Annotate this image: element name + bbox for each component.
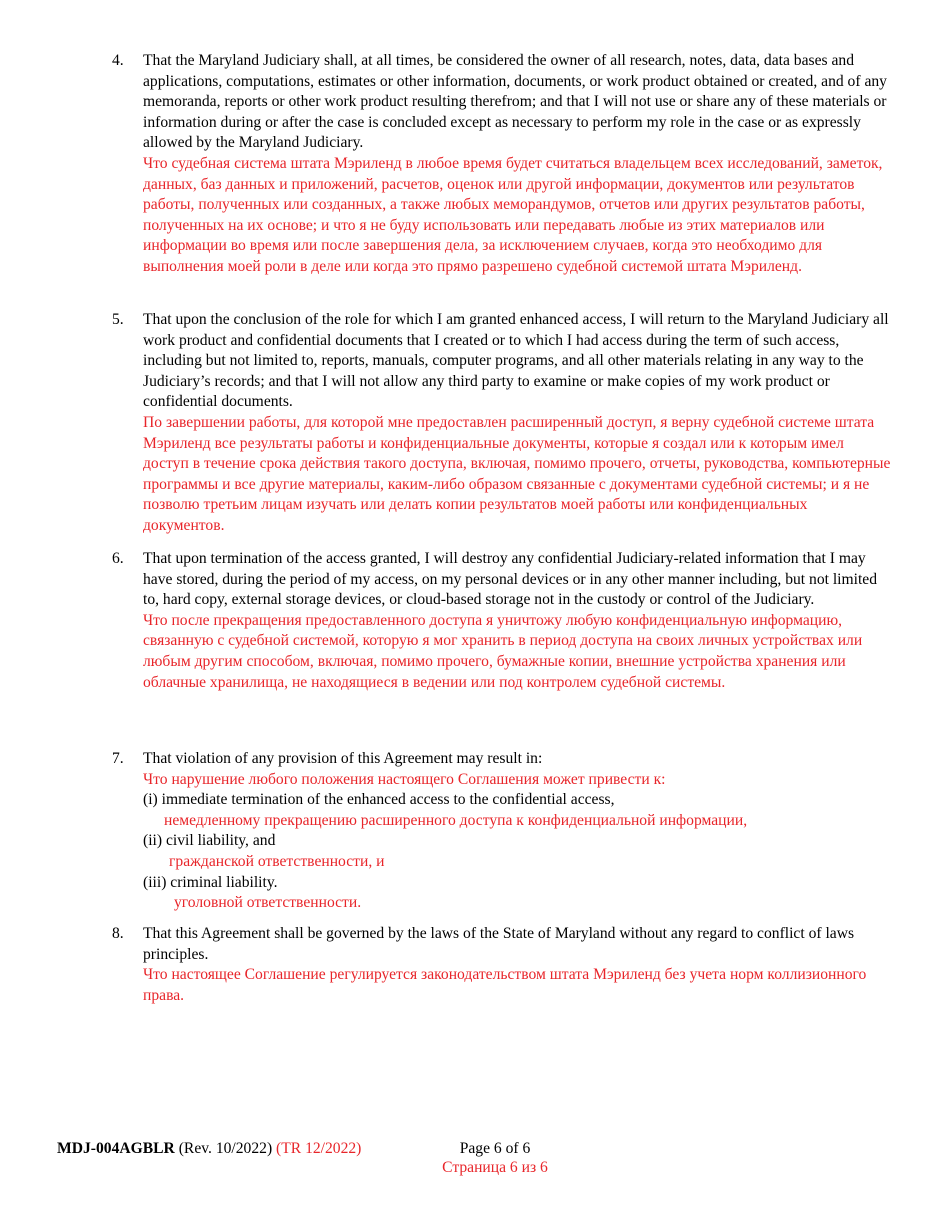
clause-text-en: That violation of any provision of this Agreement may result in: (143, 750, 543, 767)
clause-text-en: That upon the conclusion of the role for which I am granted enhanced access, I will return to the Maryland Judiciary all work product and confidential documents that I created or to which I had access during the term of such access, including but not limited to, reports, manuals, computer programs, and all other materials relating in any way to the Judiciary’s records; and that I will not allow any third party to examine or make copies of my work product or confidential documents. (143, 311, 889, 411)
sub-item-ru: уголовной ответственности. (174, 894, 362, 912)
form-identifier (57, 1139, 361, 1160)
clause-number: 7. (112, 750, 124, 767)
form-id: MDJ-004AGBLR (57, 1140, 175, 1157)
sub-item-en: (iii) criminal liability. (143, 873, 278, 891)
page-number-en: Page 6 of 6 (459, 1140, 531, 1157)
translation-revision: (TR 12/2022) (276, 1140, 362, 1157)
clause-number: 8. (112, 925, 124, 942)
clause-text-ru: Что после прекращения предоставленного доступа я уничтожу любую конфиденциальную информацию, связанную с судебной системой, которую я мог хранить в период доступа на своих личных устройствах или любым другим способом, включая, помимо прочего, бумажные копии, внешние устройства хранения или облачные хранилища, не находящиеся в ведении или под контролем судебной системы. (143, 611, 863, 691)
clause-6 (112, 549, 892, 693)
clause-text-en: That upon termination of the access granted, I will destroy any confidential Judiciary-related information that I may have stored, during the period of my access, on my personal devices or in any other manner including, but not limited to, hard copy, external storage devices, or cloud-based storage not in the custody or control of the Judiciary. (143, 550, 878, 609)
sub-item-ru: гражданской ответственности, и (169, 852, 385, 870)
clause-4 (112, 51, 892, 278)
clause-number: 4. (112, 52, 124, 69)
clause-7 (112, 749, 892, 914)
clause-number: 6. (112, 550, 124, 567)
form-revision: (Rev. 10/2022) (178, 1140, 273, 1157)
clause-text-ru: Что настоящее Соглашение регулируется законодательством штата Мэриленд без учета норм коллизионного права. (143, 966, 867, 1004)
clause-text-ru: По завершении работы, для которой мне предоставлен расширенный доступ, я верну судебной системе штата Мэриленд все результаты работы и конфиденциальные документы, которые я создал или к которым имел доступ в течение срока действия такого доступа, включая, помимо прочего, отчеты, руководства, компьютерные программы и все другие материалы, каким-либо образом связанные с документами судебной системы; и я не позволю третьим лицам изучать или делать копии результатов моей работы или конфиденциальных документов. (143, 413, 891, 534)
clause-text-ru: Что судебная система штата Мэриленд в любое время будет считаться владельцем всех исследований, заметок, данных, баз данных и приложений, расчетов, оценок или другой информации, документов или результатов работы, полученных или созданных, а также любых меморандумов, отчетов или других результатов работы, полученных на их основе; и что я не буду использовать или передавать любые из этих материалов или информации во время или после завершения дела, за исключением случаев, когда это необходимо для выполнения моей роли в деле или когда это прямо разрешено судебной системой штата Мэриленд. (143, 154, 883, 275)
clause-text-ru: Что нарушение любого положения настоящего Соглашения может привести к: (143, 770, 666, 788)
clause-5 (112, 310, 892, 537)
sub-item-en: (i) immediate termination of the enhanced access to the confidential access, (143, 791, 615, 809)
clause-number: 5. (112, 311, 124, 328)
page-number (440, 1139, 550, 1177)
clause-text-en: That the Maryland Judiciary shall, at all times, be considered the owner of all research, notes, data, data bases and applications, computations, estimates or other information, documents, or work product obtained or created, and of any memoranda, reports or other work product resulting therefrom; and that I will not use or share any of these materials or information during or after the case is concluded except as necessary to perform my role in the case or as expressly allowed by the Maryland Judiciary. (143, 52, 887, 152)
sub-item-ru: немедленному прекращению расширенного доступа к конфиденциальной информации, (164, 811, 748, 829)
sub-item-en: (ii) civil liability, and (143, 832, 276, 850)
clause-8 (112, 924, 892, 1006)
clause-text-en: That this Agreement shall be governed by the laws of the State of Maryland without any regard to conflict of laws principles. (143, 925, 855, 963)
page-number-ru: Страница 6 из 6 (442, 1159, 548, 1176)
